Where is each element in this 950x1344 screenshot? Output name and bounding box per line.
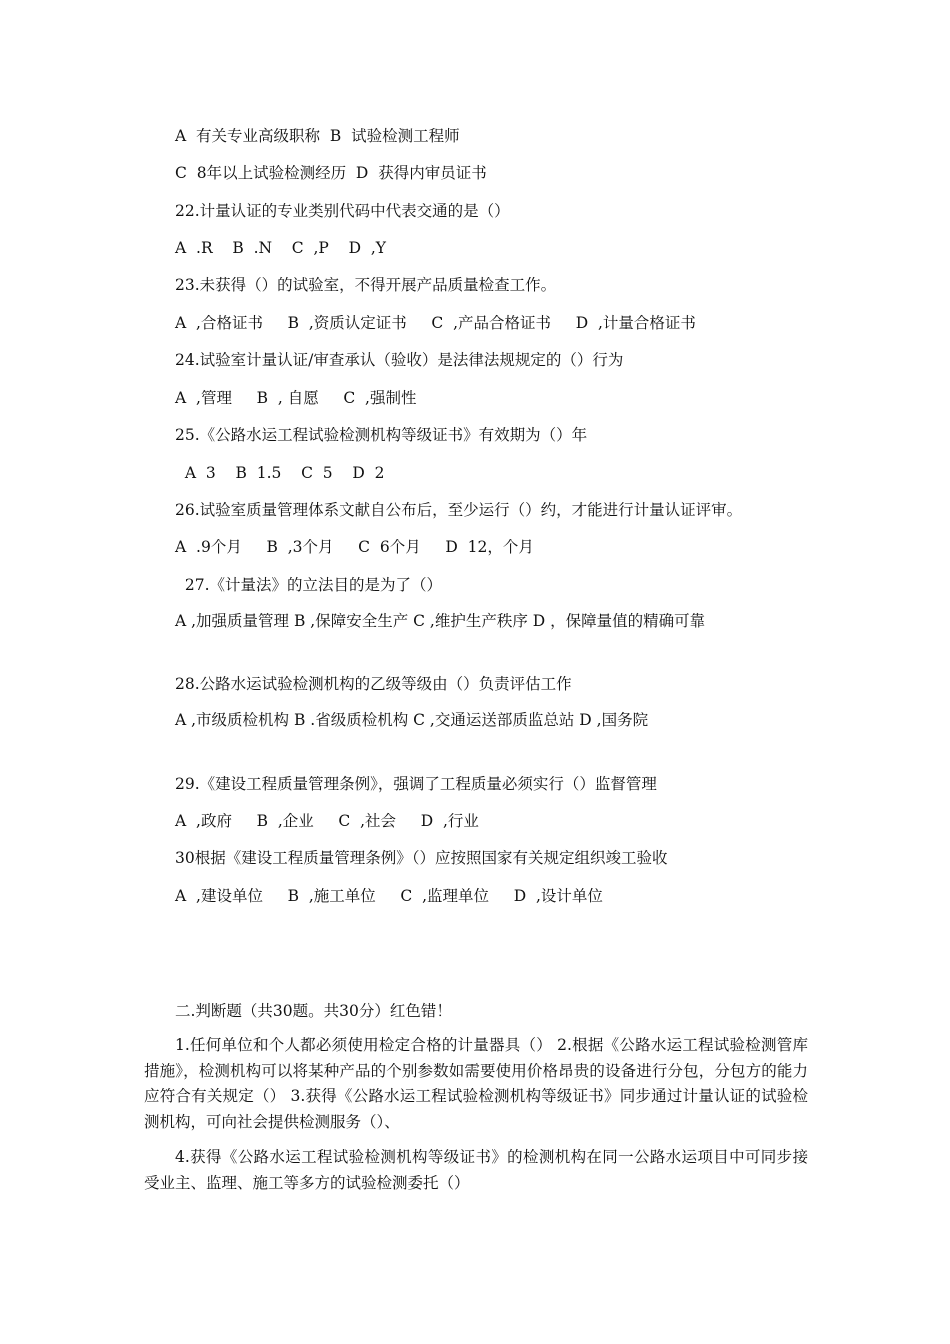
q25-options: A 3 B 1.5 C 5 D 2 [175, 464, 385, 482]
question-27: 27.《计量法》的立法目的是为了（） [175, 576, 443, 594]
q26-options: A .9个月 B ,3个月 C 6个月 D 12，个月 [175, 538, 534, 556]
q21-options-cd: C 8年以上试验检测经历 D 获得内审员证书 [175, 164, 487, 182]
question-25: 25.《公路水运工程试验检测机构等级证书》有效期为（）年 [175, 426, 588, 444]
q29-options: A ,政府 B ,企业 C ,社会 D ,行业 [175, 812, 479, 830]
q21-options-ab: A 有关专业高级职称 B 试验检测工程师 [175, 127, 460, 145]
question-30: 30根据《建设工程质量管理条例》（）应按照国家有关规定组织竣工验收 [175, 849, 668, 867]
section-heading-true-false: 二.判断题（共30题。共30分）红色错！ [175, 1002, 452, 1020]
question-24: 24.试验室计量认证/审查承认（验收）是法律法规规定的（）行为 [175, 351, 624, 369]
question-26: 26.试验室质量管理体系文献自公布后，至少运行（）约，才能进行计量认证评审。 [175, 501, 743, 519]
q27-options: A ,加强质量管理 B ,保障安全生产 C ,维护生产秩序 D ，保障量值的精确可靠 [175, 612, 706, 630]
true-false-item-4: 4.获得《公路水运工程试验检测机构等级证书》的检测机构在同一公路水运项目中可同步接受业主、监理、施工等多方的试验检测委托（） [144, 1148, 808, 1192]
q22-options: A .R B .N C ,P D ,Y [175, 239, 387, 257]
q24-options: A ,管理 B , 自愿 C ,强制性 [175, 389, 417, 407]
q23-options: A ,合格证书 B ,资质认定证书 C ,产品合格证书 D ,计量合格证书 [175, 314, 696, 332]
q28-options: A ,市级质检机构 B .省级质检机构 C ,交通运送部质监总站 D ,国务院 [175, 711, 649, 729]
question-23: 23.未获得（）的试验室，不得开展产品质量检查工作。 [175, 276, 557, 294]
question-29: 29.《建设工程质量管理条例》，强调了工程质量必须实行（）监督管理 [175, 775, 657, 793]
question-22: 22.计量认证的专业类别代码中代表交通的是（） [175, 202, 510, 220]
true-false-items-1-3: 1.任何单位和个人都必须使用检定合格的计量器具（） 2.根据《公路水运工程试验检测管库措施》，检测机构可以将某种产品的个别参数如需要使用价格昂贵的设备进行分包，分包方的能力应符合有关规定（） 3.获得《公路水运工程试验检测机构等级证书》同步通过计量认证的试验检测机构，可向社会提供检测服务（）、 [144, 1036, 808, 1131]
question-28: 28.公路水运试验检测机构的乙级等级由（）负责评估工作 [175, 675, 572, 693]
q30-options: A ,建设单位 B ,施工单位 C ,监理单位 D ,设计单位 [175, 887, 603, 905]
